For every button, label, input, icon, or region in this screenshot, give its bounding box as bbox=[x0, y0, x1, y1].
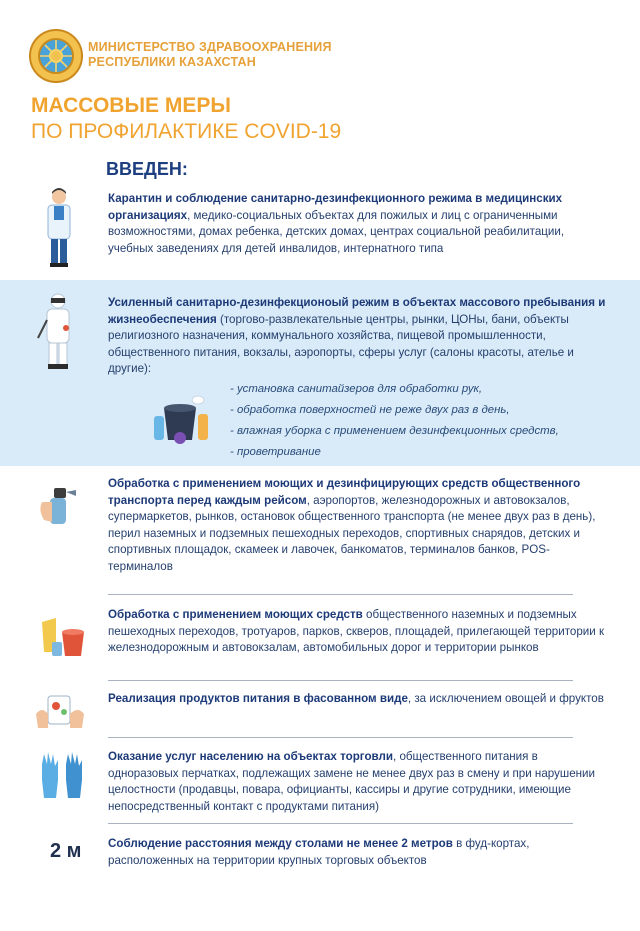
measure-6-text: , общественного питания в одноразовых перчатках, подлежащих замене не менее двух раз в смену и при нарушении целостности (продавцы, повара, официанты, кассиры и другие сотрудники, имеющие непосредственный контакт с продуктами питания) bbox=[108, 750, 596, 813]
measure-7-text: в фуд-кортах, расположенных на территории крупных торговых объектов bbox=[108, 837, 530, 867]
ministry-name bbox=[88, 40, 332, 70]
cleaning-bucket-icon bbox=[38, 612, 90, 660]
measure-3-text: , аэропортов, железнодорожных и автовокзалов, супермаркетов, рынков, остановок общественного транспорта (не менее двух раз в день), перил наземных и подземных пешеходных переходов, спортивных снарядов, детских и спортивных площадок, скамеек и лавочек, банкоматов, терминалов банков, POS-терминалов bbox=[108, 493, 596, 573]
measure-5-title: Реализация продуктов питания в фасованном виде bbox=[108, 692, 408, 705]
kazakhstan-emblem-icon bbox=[28, 28, 84, 84]
ministry-line-2: РЕСПУБЛИКИ КАЗАХСТАН bbox=[88, 55, 256, 69]
measure-1-title: Карантин и соблюдение санитарно-дезинфекционного режима в медицинских организациях bbox=[108, 192, 563, 222]
measure-1-text: , медико-социальных объектах для пожилых и лиц с ограниченными возможностями, домах ребенка, детских домах, центрах социальной реабилитации, учебных заведениях для детей инвалидов, интернатного типа bbox=[108, 208, 565, 255]
page-title: МАССОВЫЕ МЕРЫ bbox=[31, 94, 231, 117]
measure-7-title: Соблюдение расстояния между столами не менее 2 метров bbox=[108, 837, 453, 850]
page-subtitle: ПО ПРОФИЛАКТИКЕ COVID-19 bbox=[31, 120, 342, 143]
bullet-item: - обработка поверхностей не реже двух раз в день, bbox=[230, 404, 510, 416]
measure-item-6 bbox=[108, 749, 608, 815]
measure-item-2 bbox=[108, 295, 608, 378]
measure-4-title: Обработка с применением моющих средств bbox=[108, 608, 363, 621]
cleaning-supplies-icon bbox=[150, 386, 212, 446]
section-heading: ВВЕДЕН: bbox=[106, 159, 188, 179]
disinfection-worker-icon bbox=[36, 292, 80, 372]
measure-5-text: , за исключением овощей и фруктов bbox=[407, 692, 604, 705]
divider bbox=[108, 680, 573, 681]
measure-item-4 bbox=[108, 607, 608, 657]
measure-6-title: Оказание услуг населению на объектах торговли bbox=[108, 750, 394, 763]
packaged-food-icon bbox=[34, 688, 86, 734]
bullet-item: - влажная уборка с применением дезинфекционных средств, bbox=[230, 425, 559, 437]
measure-2-title: Усиленный санитарно-дезинфекционоый режим в объектах массового пребывания и жизнеобеспечения bbox=[108, 296, 606, 326]
divider bbox=[108, 594, 573, 595]
measure-item-1 bbox=[108, 191, 608, 257]
doctor-icon bbox=[42, 188, 76, 270]
measure-2-text: (торгово-развлекательные центры, рынки, ЦОНы, бани, объекты религиозного назначения, коммунального хозяйства, пищевой промышленности, общественного питания, вокзалы, аэропорты, сферы услуг (салоны красоты, ателье и другие): bbox=[108, 312, 574, 376]
measure-item-5 bbox=[108, 691, 608, 708]
divider bbox=[108, 823, 573, 824]
ministry-line-1: МИНИСТЕРСТВО ЗДРАВООХРАНЕНИЯ bbox=[88, 40, 332, 54]
distance-marker: 2 м bbox=[50, 840, 82, 862]
divider bbox=[108, 737, 573, 738]
bullet-item: - установка санитайзеров для обработки рук, bbox=[230, 383, 483, 395]
measure-item-3 bbox=[108, 476, 608, 576]
bullet-item: - проветривание bbox=[230, 446, 321, 458]
measure-2-bullets bbox=[230, 379, 559, 463]
measure-4-text: общественного наземных и подземных пешеходных переходов, тротуаров, парков, скверов, площадей, прилегающей территории к железнодорожным и автовокзалам, автомобильных дорог и территории рынков bbox=[108, 608, 605, 655]
spray-hand-icon bbox=[36, 480, 82, 526]
measure-3-title: Обработка с применением моющих и дезинфицирующих средств общественного транспорта перед каждым рейсом bbox=[108, 477, 581, 507]
measure-item-7 bbox=[108, 836, 608, 869]
gloves-icon bbox=[38, 750, 90, 800]
